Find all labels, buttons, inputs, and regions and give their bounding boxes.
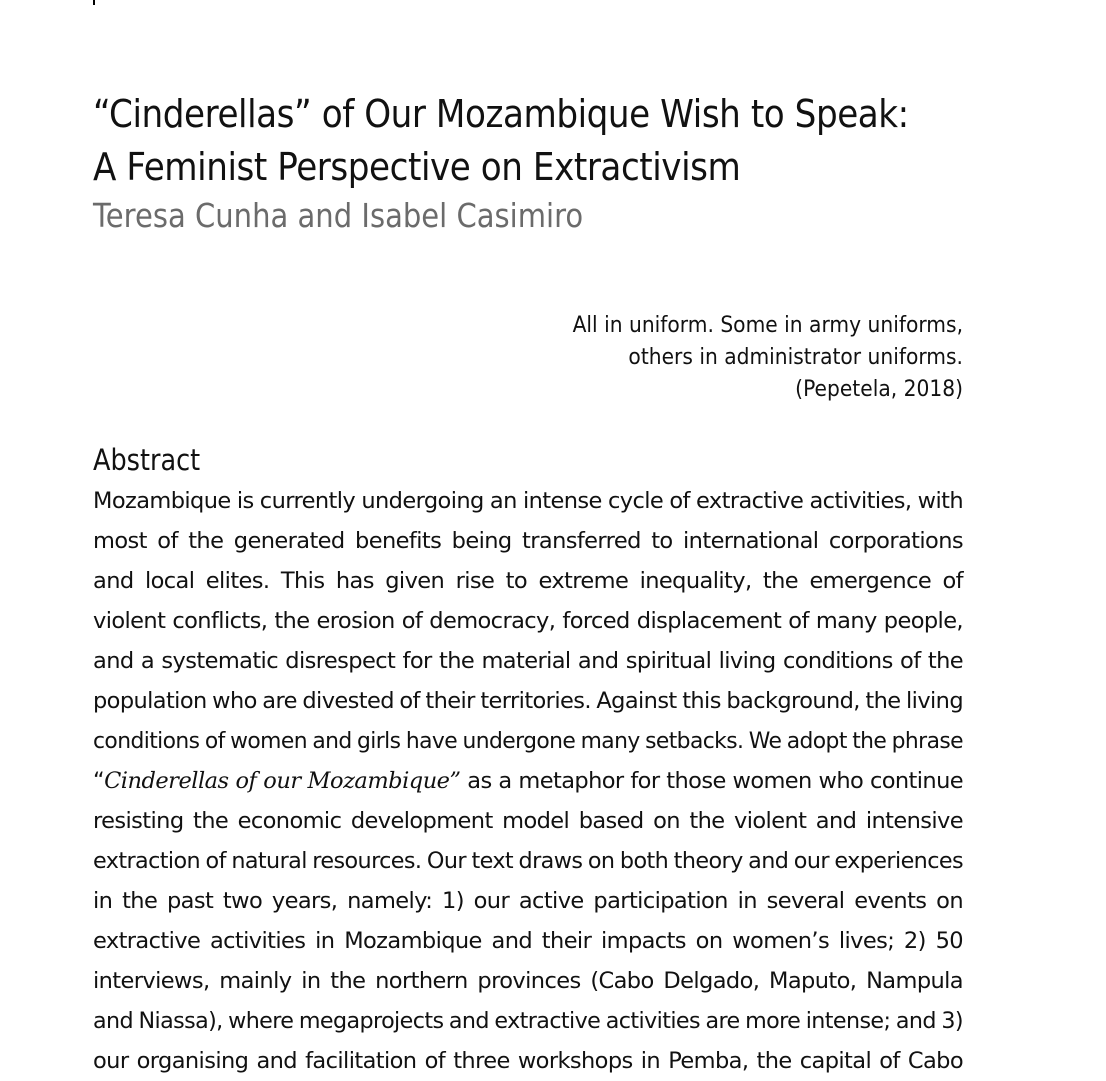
abstract-line: our organising and facilitation of three workshops in Pemba, the capital of Cabo xyxy=(93,1048,963,1074)
epigraph-citation: (Pepetela, 2018) xyxy=(795,377,963,402)
abstract-line: in the past two years, namely: 1) our active participation in several events on xyxy=(93,888,963,914)
abstract-line: interviews, mainly in the northern provinces (Cabo Delgado, Maputo, Nampula xyxy=(93,968,963,994)
metaphor-rest: as a metaphor for those women who continue xyxy=(460,768,963,794)
abstract-line: extractive activities in Mozambique and their impacts on women’s lives; 2) 50 xyxy=(93,928,963,954)
chapter-header xyxy=(93,88,963,238)
chapter-title-line-2: A Feminist Perspective on Extractivism xyxy=(93,145,741,189)
abstract-line: population who are divested of their territories. Against this background, the living xyxy=(93,688,963,714)
abstract-line: and local elites. This has given rise to extreme inequality, the emergence of xyxy=(93,568,963,594)
abstract-line: violent conflicts, the erosion of democracy, forced displacement of many people, xyxy=(93,608,963,634)
abstract-line: extraction of natural resources. Our text draws on both theory and our experiences xyxy=(93,848,963,874)
abstract-body xyxy=(93,481,963,1081)
abstract-metaphor-line xyxy=(93,761,963,801)
metaphor-italic: Cinderellas of our Mozambique” xyxy=(104,768,461,794)
abstract-line: resisting the economic development model based on the violent and intensive xyxy=(93,808,963,834)
abstract-heading: Abstract xyxy=(93,443,201,477)
abstract-line: Mozambique is currently undergoing an intense cycle of extractive activities, with xyxy=(93,488,963,514)
abstract-line: most of the generated benefits being transferred to international corporations xyxy=(93,528,963,554)
abstract-line: conditions of women and girls have undergone many setbacks. We adopt the phrase xyxy=(93,728,963,754)
chapter-authors: Teresa Cunha and Isabel Casimiro xyxy=(93,196,584,235)
chapter-title xyxy=(93,88,909,194)
crop-mark xyxy=(93,0,95,5)
epigraph xyxy=(93,310,963,406)
epigraph-line-1: All in uniform. Some in army uniforms, xyxy=(572,313,963,338)
abstract-line: and a systematic disrespect for the material and spiritual living conditions of the xyxy=(93,648,963,674)
epigraph-line-2: others in administrator uniforms. xyxy=(628,345,963,370)
abstract-line: and Niassa), where megaprojects and extractive activities are more intense; and 3) xyxy=(93,1008,963,1034)
open-quote: “ xyxy=(93,768,105,794)
chapter-title-line-1: “Cinderellas” of Our Mozambique Wish to Speak: xyxy=(93,92,909,136)
